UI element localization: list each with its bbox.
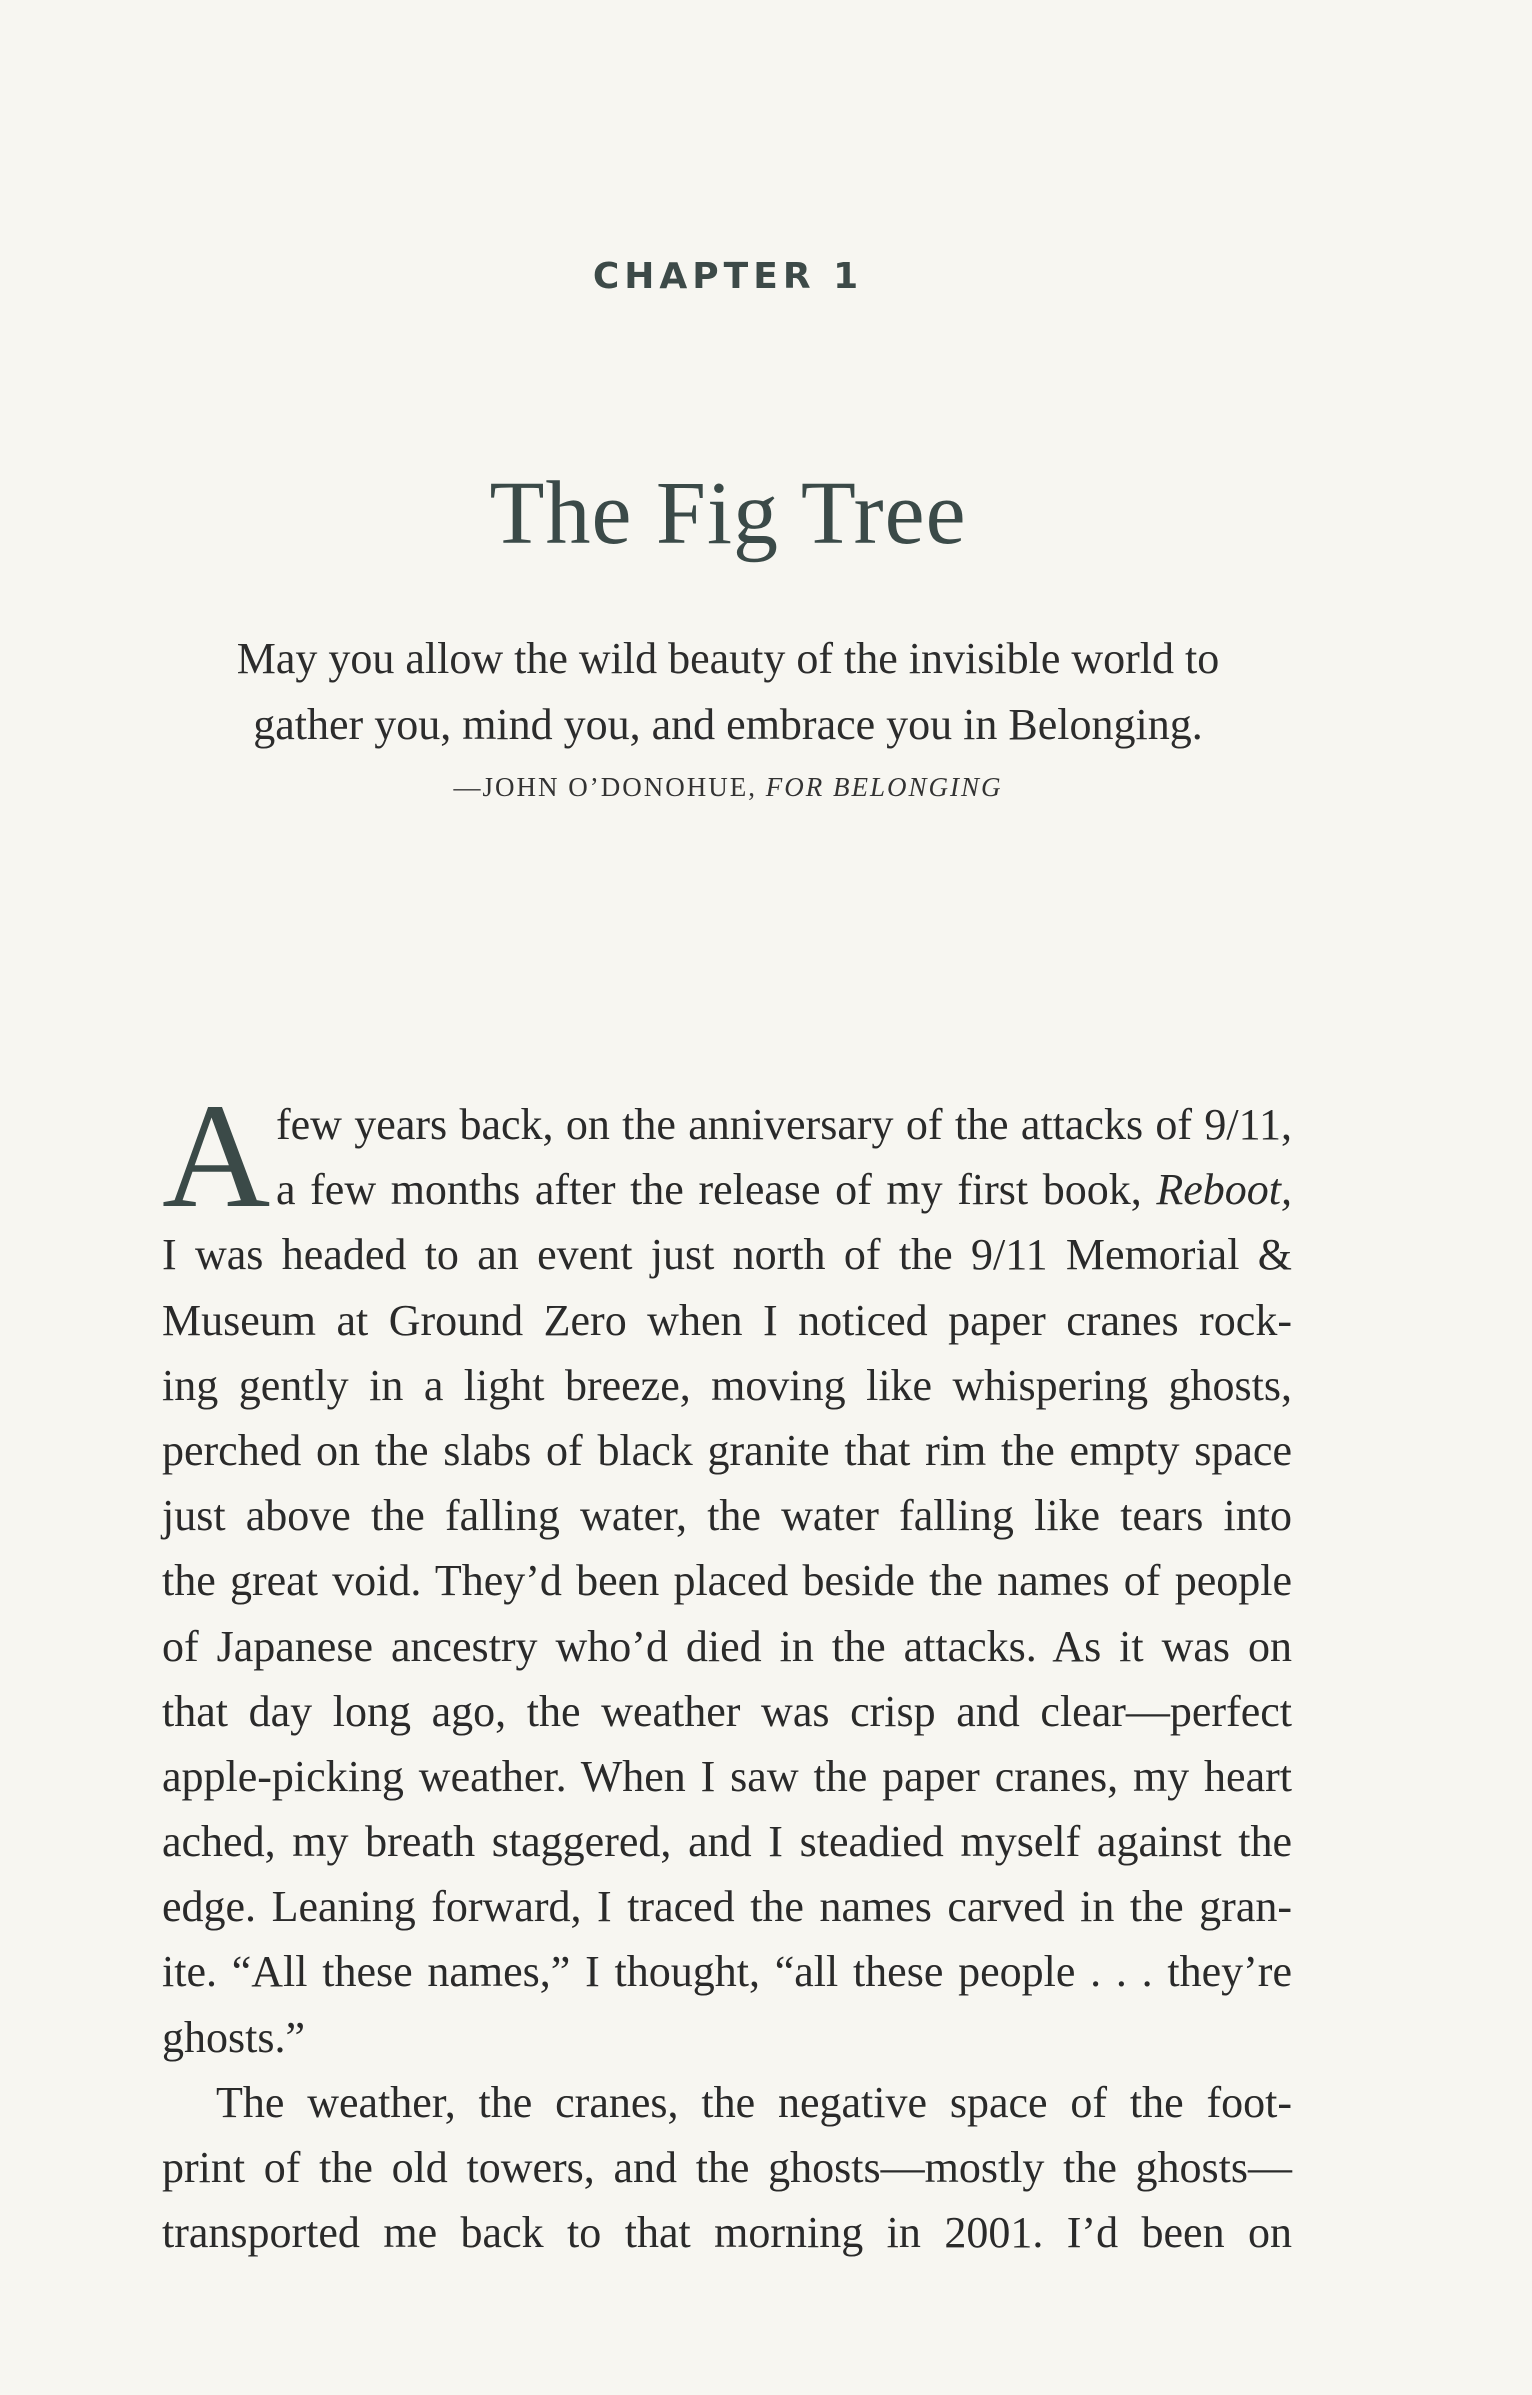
body-line: ite. “All these names,” I thought, “all these people . . . they’re bbox=[162, 1947, 1292, 1997]
body-line: that day long ago, the weather was crisp and clear—perfect bbox=[162, 1686, 1292, 1736]
body-line: of Japanese ancestry who’d died in the attacks. As it was on bbox=[162, 1621, 1292, 1671]
body-line: transported me back to that morning in 2001. I’d been on bbox=[162, 2208, 1292, 2258]
body-line: ached, my breath staggered, and I steadied myself against the bbox=[162, 1817, 1292, 1867]
attribution-work: FOR BELONGING bbox=[765, 772, 1003, 802]
epigraph-line: gather you, mind you, and embrace you in Belonging. bbox=[253, 700, 1203, 749]
body-line: few years back, on the anniversary of the attacks of 9/11, bbox=[276, 1100, 1292, 1149]
body-line: perched on the slabs of black granite that rim the empty space bbox=[162, 1425, 1292, 1475]
body-line: just above the falling water, the water falling like tears into bbox=[162, 1491, 1292, 1541]
body-line: ing gently in a light breeze, moving like whispering ghosts, bbox=[162, 1360, 1292, 1410]
chapter-title: The Fig Tree bbox=[489, 464, 967, 563]
chapter-label: CHAPTER 1 bbox=[592, 256, 864, 297]
book-title: Reboot, bbox=[1156, 1165, 1292, 1215]
body-line: The weather, the cranes, the negative space of the foot- bbox=[216, 2077, 1292, 2127]
body-line bbox=[162, 1157, 1292, 1222]
body-line: I was headed to an event just north of the 9/11 Memorial & bbox=[162, 1230, 1292, 1280]
body-line: edge. Leaning forward, I traced the names carved in the gran- bbox=[162, 1882, 1292, 1932]
body-line: Museum at Ground Zero when I noticed paper cranes rock- bbox=[162, 1295, 1292, 1345]
drop-cap: A bbox=[162, 1073, 271, 1239]
epigraph bbox=[0, 626, 1456, 758]
body-line: apple-picking weather. When I saw the paper cranes, my heart bbox=[162, 1751, 1292, 1801]
body-text bbox=[162, 1073, 1292, 2265]
attribution-author: —JOHN O’DONOHUE, bbox=[453, 772, 757, 802]
epigraph-attribution bbox=[0, 772, 1456, 803]
epigraph-line: May you allow the wild beauty of the invisible world to bbox=[236, 634, 1220, 683]
body-line-text: a few months after the release of my first book, bbox=[276, 1165, 1142, 1215]
body-line: ghosts.” bbox=[162, 2012, 305, 2062]
body-line: the great void. They’d been placed beside the names of people bbox=[162, 1556, 1292, 1606]
body-line: print of the old towers, and the ghosts—mostly the ghosts— bbox=[162, 2143, 1292, 2192]
